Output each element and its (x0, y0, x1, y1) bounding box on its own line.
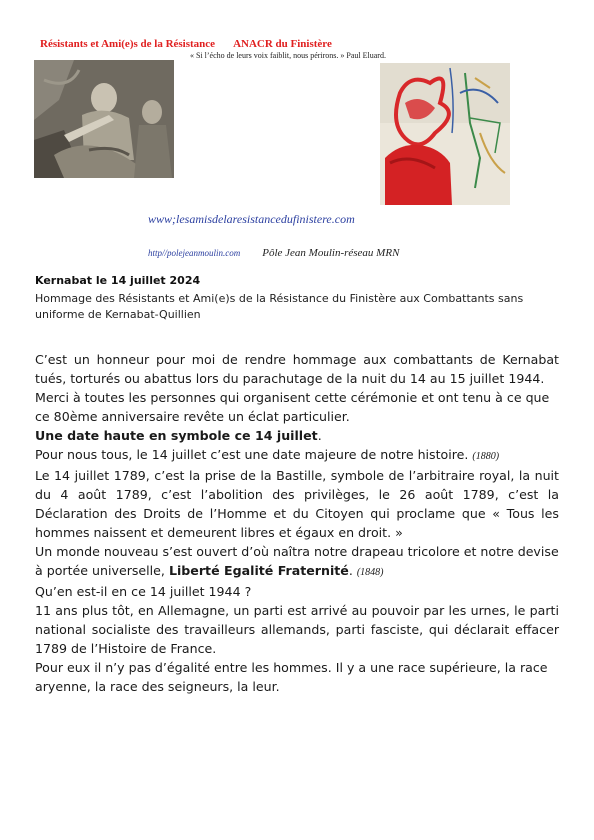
paragraph-3-bold: Une date haute en symbole ce 14 juillet (35, 428, 318, 443)
paragraph-1: C’est un honneur pour moi de rendre hommage aux combattants de Kernabat tués, torturés ou abattus lors du parachutage de la nuit du 14 au 15 juillet 1944. (35, 352, 559, 386)
paragraph-6 (35, 542, 559, 582)
paragraph-5: Le 14 juillet 1789, c’est la prise de la Bastille, symbole de l’arbitraire royal, la nuit du 4 août 1789, c’est l’abolition des privilèges, le 26 août 1789, c’est la Déclaration des Droits de l’Homme et du Citoyen qui proclame que « Tous les hommes naissent et demeurent libres et égaux en droit. » (35, 468, 559, 540)
paragraph-6-end: . (348, 563, 353, 578)
paragraph-9: Pour eux il n’y pas d’égalité entre les hommes. Il y a une race supérieure, la race aryenne, la race des seigneurs, la leur. (35, 660, 548, 694)
paragraph-6-text: Un monde nouveau s’est ouvert d’où naîtra notre drapeau tricolore et notre devise à portée universelle, (35, 544, 559, 578)
website-link[interactable]: www;lesamisdelaresistancedufinistere.com (148, 212, 355, 226)
pole-label: Pôle Jean Moulin-réseau MRN (262, 247, 400, 259)
portrait-drawing-image (380, 63, 510, 205)
header-org: ANACR du Finistère (233, 38, 332, 50)
pole-url-link[interactable]: http//polejeanmoulin.com (148, 248, 241, 258)
paragraph-3 (35, 426, 559, 445)
paragraph-7: Qu’en est-il en ce 14 juillet 1944 ? (35, 584, 252, 599)
eluard-quote: « Si l’écho de leurs voix faiblit, nous périrons. » Paul Eluard. (190, 51, 386, 60)
stone-relief-image (34, 60, 174, 178)
paragraph-4 (35, 445, 559, 466)
links-line (148, 243, 399, 261)
article-subtitle: Hommage des Résistants et Ami(e)s de la Résistance du Finistère aux Combattants sans uniforme de Kernabat-Quillien (35, 292, 524, 321)
article-body (35, 350, 559, 696)
year-1848: (1848) (356, 567, 384, 578)
year-1880: (1880) (472, 451, 500, 462)
header-line (40, 38, 332, 50)
paragraph-2: Merci à toutes les personnes qui organisent cette cérémonie et ont tenu à ce que ce 80ème anniversaire revête un éclat particulier. (35, 390, 550, 424)
paragraph-4-text: Pour nous tous, le 14 juillet c’est une date majeure de notre histoire. (35, 447, 469, 462)
dateline: Kernabat le 14 juillet 2024 (35, 274, 201, 287)
header-group: Résistants et Ami(e)s de la Résistance (40, 38, 216, 50)
devise-bold: Liberté Egalité Fraternité (168, 563, 349, 578)
paragraph-8: 11 ans plus tôt, en Allemagne, un parti est arrivé au pouvoir par les urnes, le parti national socialiste des travailleurs allemands, parti fasciste, qui déclarait effacer 1789 de l’Histoire de France. (35, 603, 559, 656)
paragraph-3-end: . (317, 428, 322, 443)
